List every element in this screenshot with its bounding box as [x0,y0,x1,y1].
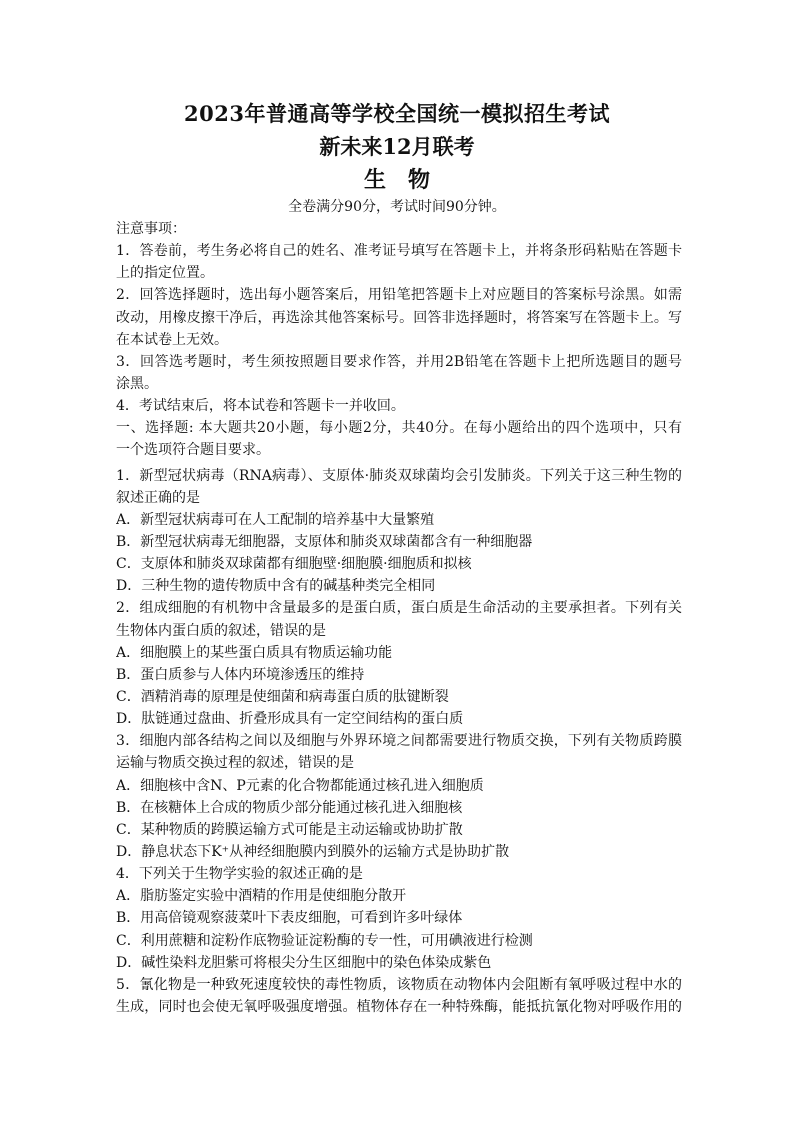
question-stem: 运输与物质交换过程的叙述，错误的是 [116,755,354,772]
option-d: D．静息状态下K⁺从神经细胞膜内到膜外的运输方式是协助扩散 [116,843,510,860]
option-b: B．新型冠状病毒无细胞器，支原体和肺炎双球菌都含有一种细胞器 [116,533,533,550]
question-2 [116,597,682,730]
section-heading: 一、选择题: 本大题共20小题，每小题2分，共40分。在每小题给出的四个选项中，只有 [116,420,682,437]
note-line: 2．回答选择题时，选出每小题答案后，用铅笔把答题卡上对应题目的答案标号涂黑。如需 [116,287,682,304]
notes-heading: 注意事项： [116,221,186,237]
question-stem: 4．下列关于生物学实验的叙述正确的是 [116,866,363,883]
option-b: B．在核糖体上合成的物质少部分能通过核孔进入细胞核 [116,799,463,816]
question-stem: 1．新型冠状病毒（RNA病毒）、支原体·肺炎双球菌均会引发肺炎。下列关于这三种生物的 [116,467,682,484]
score-info: 全卷满分90分，考试时间90分钟。 [288,199,506,215]
option-a: A．细胞核中含N、P元素的化合物都能通过核孔进入细胞质 [116,777,484,794]
option-d: D．三种生物的遗传物质中含有的碱基种类完全相同 [116,578,436,595]
option-c: C．支原体和肺炎双球菌都有细胞壁·细胞膜·细胞质和拟核 [116,556,472,573]
option-d: D．肽链通过盘曲、折叠形成具有一定空间结构的蛋白质 [116,711,464,728]
question-stem: 生成，同时也会使无氧呼吸强度增强。植物体存在一种特殊酶，能抵抗氰化物对呼吸作用的 [116,998,682,1015]
question-3 [116,730,682,863]
note-line: 3．回答选考题时，考生须按照题目要求作答，并用2B铅笔在答题卡上把所选题目的题号 [116,353,682,370]
option-c: C．利用蔗糖和淀粉作底物验证淀粉酶的专一性，可用碘液进行检测 [116,932,533,949]
note-line: 上的指定位置。 [116,265,214,282]
question-1 [116,465,682,598]
option-c: C．酒精消毒的原理是使细菌和病毒蛋白质的肽键断裂 [116,688,449,705]
note-line: 4．考试结束后，将本试卷和答题卡一并收回。 [116,398,405,415]
question-5 [116,974,682,1018]
note-line: 涂黑。 [116,375,158,392]
question-stem: 2．组成细胞的有机物中含量最多的是蛋白质，蛋白质是生命活动的主要承担者。下列有关 [116,600,682,617]
question-4 [116,863,682,974]
option-b: B．蛋白质参与人体内环境渗透压的维持 [116,666,365,683]
option-c: C．某种物质的跨膜运输方式可能是主动运输或协助扩散 [116,821,463,838]
option-b: B．用高倍镜观察菠菜叶下表皮细胞，可看到许多叶绿体 [116,910,463,927]
section-heading: 一个选项符合题目要求。 [116,442,270,459]
exam-body [116,218,682,1018]
option-a: A．脂肪鉴定实验中酒精的作用是使细胞分散开 [116,888,407,905]
note-line: 1．答卷前，考生务必将自己的姓名、准考证号填写在答题卡上，并将条形码粘贴在答题卡 [116,243,682,260]
question-stem: 5．氰化物是一种致死速度较快的毒性物质，该物质在动物体内会阻断有氧呼吸过程中水的 [116,976,682,993]
exam-title: 2023年普通高等学校全国统一模拟招生考试 [184,101,610,126]
note-line: 在本试卷上无效。 [116,331,228,348]
option-a: A．细胞膜上的某些蛋白质具有物质运输功能 [116,644,393,661]
option-d: D．碱性染料龙胆紫可将根尖分生区细胞中的染色体染成紫色 [116,954,492,971]
question-stem: 3．细胞内部各结构之间以及细胞与外界环境之间都需要进行物质交换，下列有关物质跨膜 [116,733,682,750]
question-stem: 生物体内蛋白质的叙述，错误的是 [116,622,326,639]
option-a: A．新型冠状病毒可在人工配制的培养基中大量繁殖 [116,511,435,528]
subject-title: 生物 [363,167,452,193]
note-line: 改动，用橡皮擦干净后，再选涂其他答案标号。回答非选择题时，将答案写在答题卡上。写 [116,309,682,326]
exam-subtitle: 新未来12月联考 [319,134,475,159]
question-stem: 叙述正确的是 [116,489,200,506]
